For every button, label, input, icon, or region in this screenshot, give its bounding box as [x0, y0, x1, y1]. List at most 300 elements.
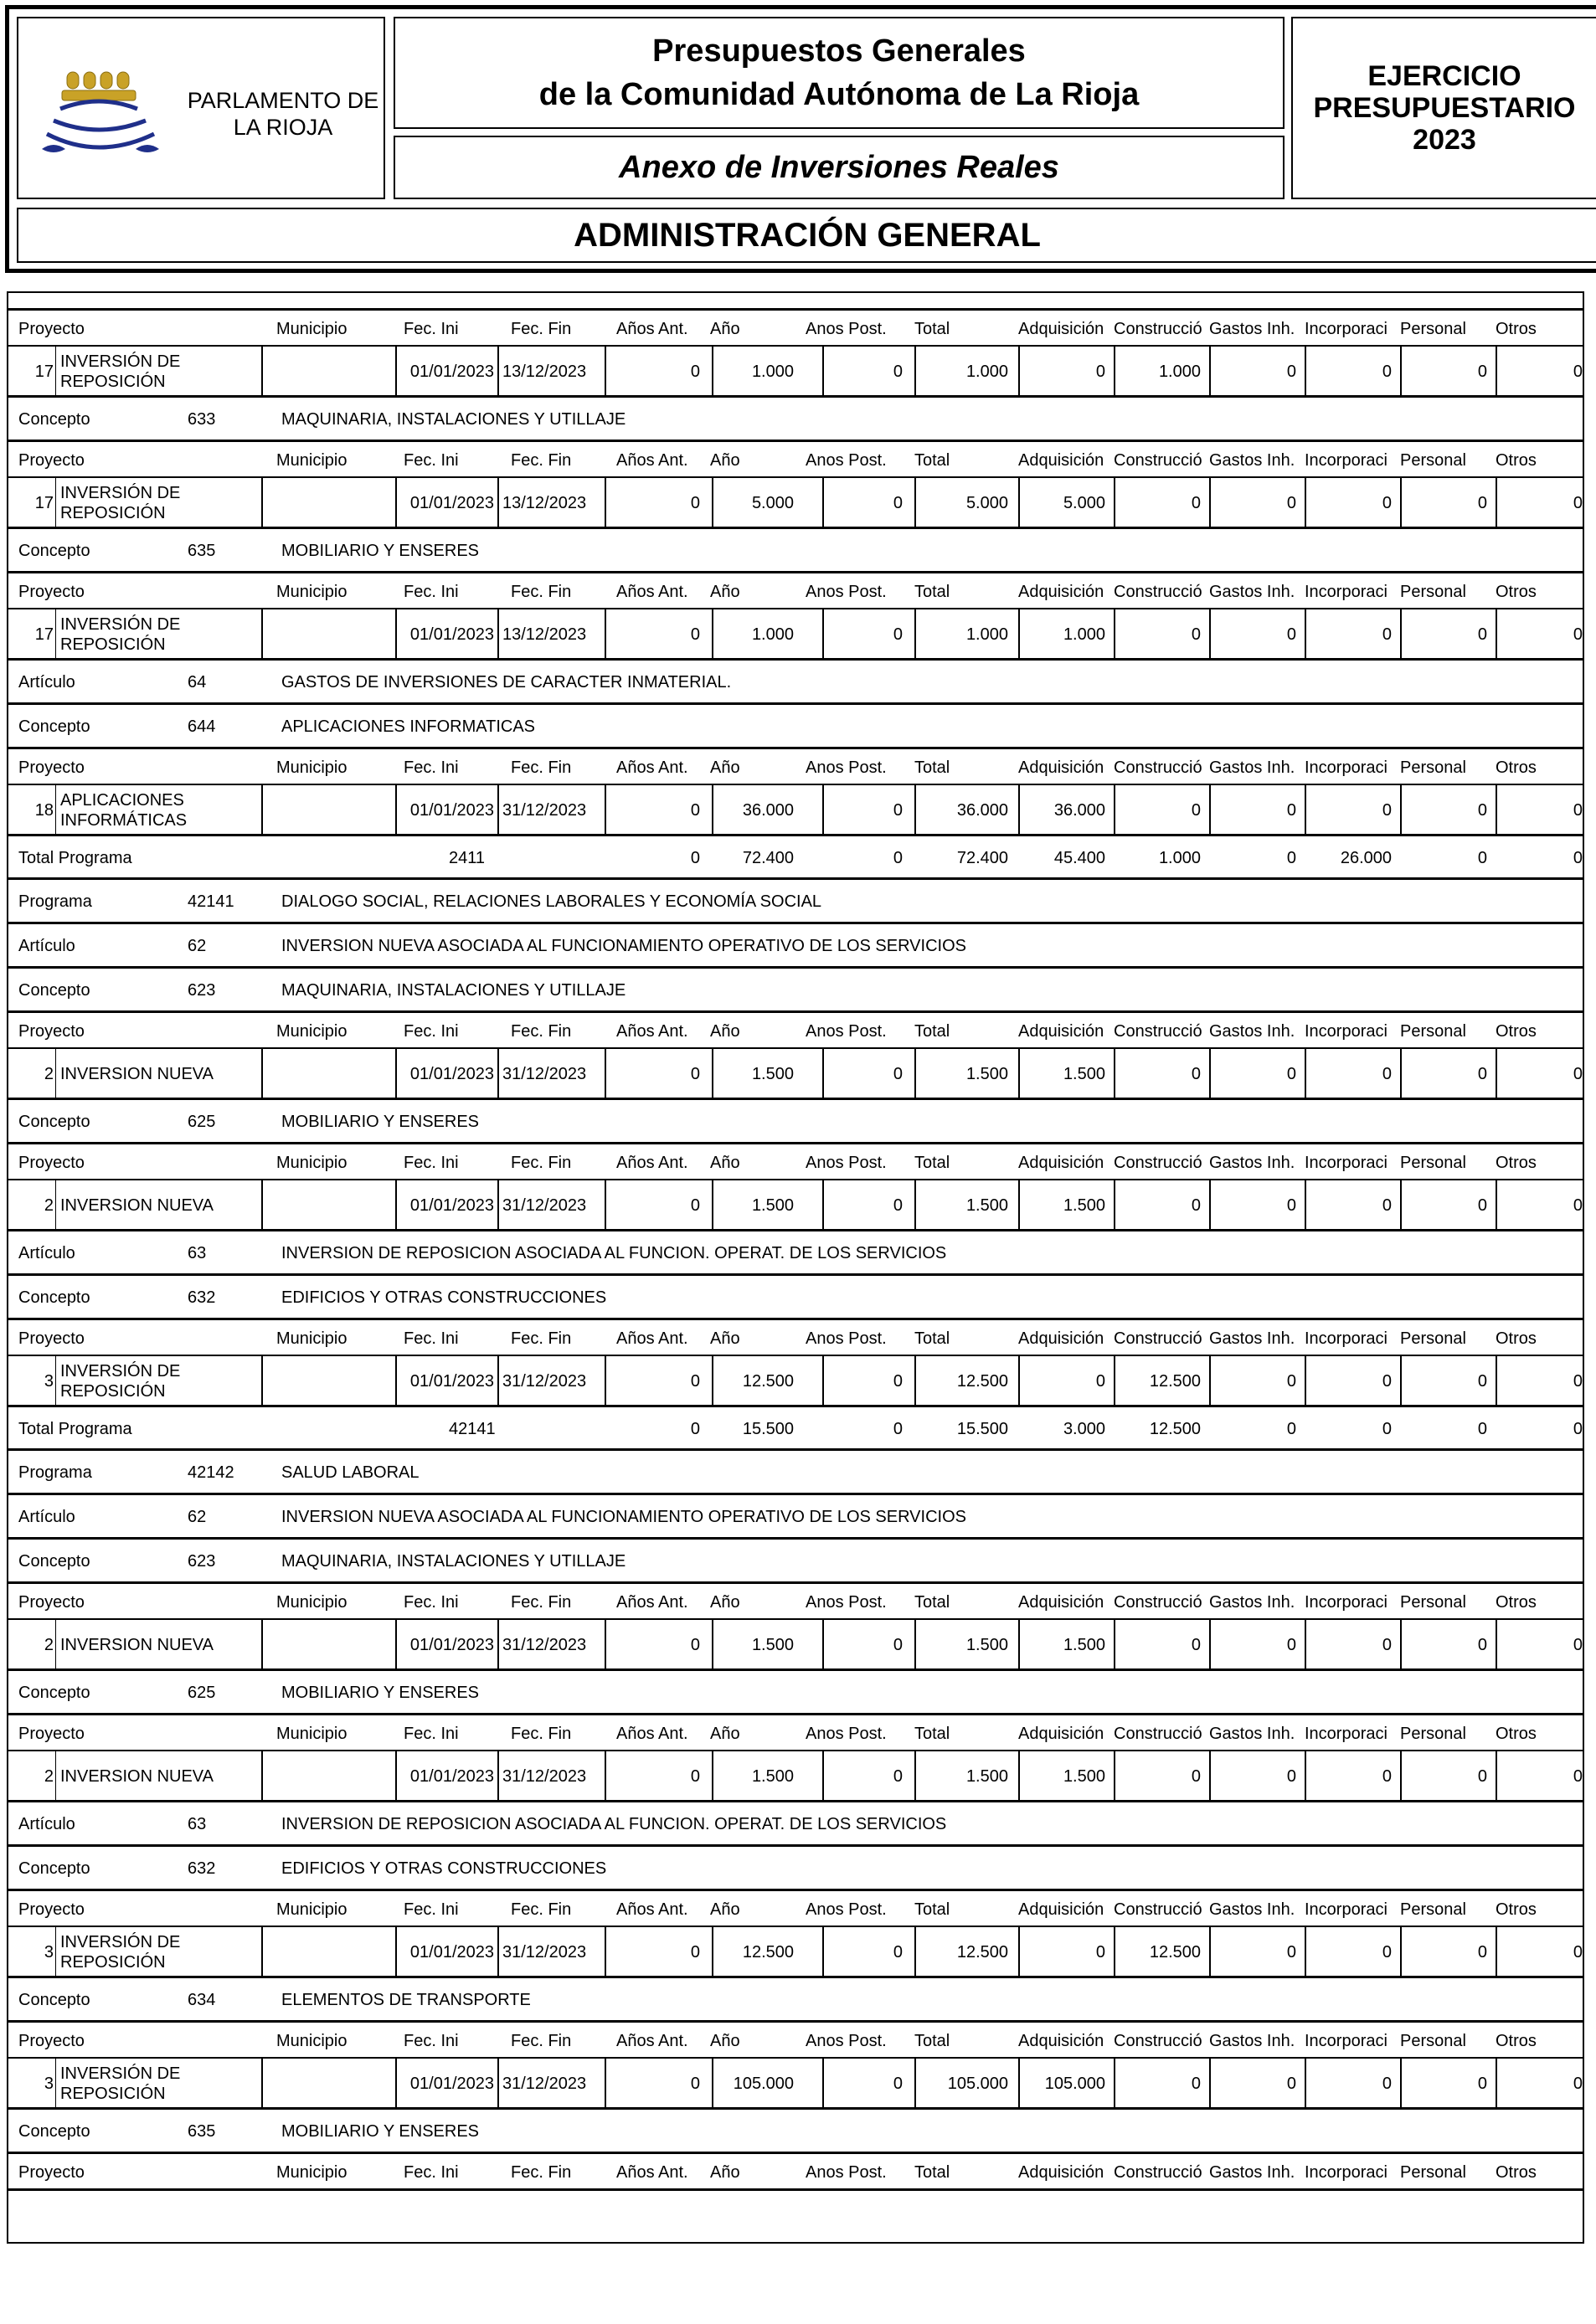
table-cell-border — [497, 785, 499, 836]
column-header: Anos Post. — [806, 758, 887, 777]
table-cell-border — [914, 1751, 916, 1802]
column-header: Construcció — [1114, 1022, 1202, 1041]
table-cell-border — [712, 1927, 713, 1977]
start-date: 01/01/2023 — [409, 625, 494, 644]
column-header: Otros — [1496, 1154, 1537, 1172]
column-header: Año — [710, 1329, 740, 1348]
section-type: Concepto — [18, 1991, 90, 2009]
column-header: Total — [914, 2163, 950, 2182]
column-header-row — [8, 2152, 1584, 2191]
column-header: Construcció — [1114, 1725, 1202, 1743]
project-value: 105.000 — [947, 2075, 1008, 2093]
column-header: Proyecto — [18, 2163, 85, 2182]
column-header: Fec. Fin — [511, 2163, 572, 2182]
column-header: Años Ant. — [616, 1593, 688, 1612]
project-number: 3 — [44, 1372, 54, 1391]
column-header: Construcció — [1114, 1593, 1202, 1612]
section-description: ELEMENTOS DE TRANSPORTE — [281, 1991, 531, 2009]
table-cell-border — [1305, 2059, 1306, 2109]
section-code: 63 — [188, 1815, 207, 1833]
table-cell-border — [55, 2059, 56, 2109]
project-value: 0 — [1382, 1767, 1392, 1786]
section-code: 632 — [188, 1859, 216, 1878]
table-cell-border — [55, 609, 56, 660]
total-value: 0 — [690, 1420, 700, 1438]
column-header: Anos Post. — [806, 2032, 887, 2050]
project-value: 0 — [1382, 2075, 1392, 2093]
end-date: 31/12/2023 — [502, 1943, 587, 1962]
column-header: Anos Post. — [806, 451, 887, 470]
column-header: Otros — [1496, 1593, 1537, 1612]
table-cell-border — [1209, 1927, 1211, 1977]
table-cell-border — [605, 1180, 606, 1231]
project-value: 1.500 — [751, 1636, 794, 1654]
table-cell-border — [497, 347, 499, 397]
column-header: Total — [914, 451, 950, 470]
column-header-row — [8, 440, 1584, 479]
table-cell-border — [1209, 478, 1211, 528]
section-row — [8, 1844, 1584, 1891]
project-value: 0 — [1382, 625, 1392, 644]
table-cell-border — [1209, 1620, 1211, 1670]
table-cell-border — [1400, 478, 1402, 528]
project-value: 0 — [1286, 362, 1296, 381]
table-cell-border — [1114, 1356, 1115, 1406]
total-label: Total Programa — [18, 849, 132, 867]
project-number: 2 — [44, 1196, 54, 1215]
column-header-row — [8, 571, 1584, 610]
table-cell-border — [1114, 785, 1115, 836]
table-cell-border — [712, 478, 713, 528]
title-line: Presupuestos Generales — [652, 33, 1026, 69]
section-code: 63 — [188, 1244, 207, 1262]
project-value: 0 — [1286, 1636, 1296, 1654]
column-header: Gastos Inh. — [1209, 1593, 1295, 1612]
section-code: 42141 — [188, 892, 234, 911]
project-value: 0 — [1191, 801, 1201, 820]
column-header: Anos Post. — [806, 583, 887, 601]
total-value: 0 — [1573, 1420, 1583, 1438]
table-cell-border — [822, 347, 824, 397]
column-header: Años Ant. — [616, 1329, 688, 1348]
start-date: 01/01/2023 — [409, 1636, 494, 1654]
column-header: Municipio — [276, 1022, 348, 1041]
column-header: Fec. Ini — [404, 1022, 459, 1041]
project-value: 0 — [1477, 494, 1487, 512]
column-header: Municipio — [276, 320, 348, 338]
column-header: Proyecto — [18, 1022, 85, 1041]
table-cell-border — [712, 785, 713, 836]
section-code: 634 — [188, 1991, 216, 2009]
table-cell-border — [1496, 478, 1497, 528]
column-header: Fec. Fin — [511, 1154, 572, 1172]
column-header: Años Ant. — [616, 1154, 688, 1172]
column-header: Proyecto — [18, 451, 85, 470]
table-cell-border — [55, 1620, 56, 1670]
section-description: EDIFICIOS Y OTRAS CONSTRUCCIONES — [281, 1859, 607, 1878]
section-description: INVERSION NUEVA ASOCIADA AL FUNCIONAMIENTO OPERATIVO DE LOS SERVICIOS — [281, 1508, 966, 1526]
column-header: Personal — [1400, 758, 1466, 777]
section-row — [8, 2107, 1584, 2154]
project-value: 0 — [1573, 1065, 1583, 1083]
column-header: Otros — [1496, 320, 1537, 338]
project-value: 0 — [893, 1065, 903, 1083]
table-cell-border — [1114, 2059, 1115, 2109]
project-number: 17 — [34, 494, 54, 512]
column-header: Año — [710, 1593, 740, 1612]
end-date: 31/12/2023 — [502, 1767, 587, 1786]
total-value: 0 — [1477, 849, 1487, 867]
total-value: 0 — [893, 849, 903, 867]
column-header: Gastos Inh. — [1209, 1022, 1295, 1041]
project-value: 0 — [1477, 1372, 1487, 1391]
project-value: 0 — [1477, 1065, 1487, 1083]
section-row — [8, 1229, 1584, 1276]
fiscal-year-line: 2023 — [1413, 124, 1476, 156]
project-value: 1.000 — [965, 362, 1008, 381]
column-header: Otros — [1496, 1900, 1537, 1919]
column-header: Anos Post. — [806, 1154, 887, 1172]
table-cell-border — [1305, 347, 1306, 397]
table-cell-border — [1496, 1049, 1497, 1099]
column-header: Año — [710, 1022, 740, 1041]
project-value: 0 — [1095, 362, 1105, 381]
end-date: 13/12/2023 — [502, 625, 587, 644]
project-name: INVERSIÓN DE REPOSICIÓN — [60, 484, 181, 522]
project-value: 0 — [893, 1767, 903, 1786]
section-code: 644 — [188, 717, 216, 736]
column-header: Municipio — [276, 758, 348, 777]
table-cell-border — [1209, 785, 1211, 836]
table-cell-border — [914, 1180, 916, 1231]
table-cell-border — [1400, 1927, 1402, 1977]
column-header: Fec. Fin — [511, 320, 572, 338]
start-date: 01/01/2023 — [409, 1943, 494, 1962]
total-value: 0 — [1477, 1420, 1487, 1438]
table-cell-border — [605, 609, 606, 660]
table-cell-border — [1305, 1751, 1306, 1802]
project-value: 0 — [893, 494, 903, 512]
project-value: 0 — [893, 2075, 903, 2093]
table-cell-border — [712, 1751, 713, 1802]
section-row — [8, 702, 1584, 749]
end-date: 31/12/2023 — [502, 1065, 587, 1083]
table-cell-border — [1209, 1180, 1211, 1231]
table-cell-border — [1305, 1180, 1306, 1231]
start-date: 01/01/2023 — [409, 1196, 494, 1215]
column-header: Otros — [1496, 1329, 1537, 1348]
table-cell-border — [1400, 1620, 1402, 1670]
total-value: 0 — [690, 849, 700, 867]
column-header: Adquisición — [1018, 1900, 1104, 1919]
start-date: 01/01/2023 — [409, 1065, 494, 1083]
project-value: 0 — [690, 1372, 700, 1391]
project-value: 0 — [1286, 1196, 1296, 1215]
project-value: 0 — [690, 1767, 700, 1786]
project-value: 0 — [690, 1065, 700, 1083]
project-value: 12.500 — [956, 1372, 1008, 1391]
section-code: 633 — [188, 410, 216, 429]
start-date: 01/01/2023 — [409, 1767, 494, 1786]
column-header: Fec. Ini — [404, 451, 459, 470]
total-value: 26.000 — [1340, 849, 1392, 867]
table-cell-border — [497, 478, 499, 528]
column-header: Anos Post. — [806, 1900, 887, 1919]
project-value: 0 — [1191, 2075, 1201, 2093]
column-header: Año — [710, 451, 740, 470]
project-value: 0 — [1191, 1767, 1201, 1786]
column-header: Fec. Fin — [511, 1022, 572, 1041]
column-header: Incorporaci — [1305, 583, 1387, 601]
column-header: Años Ant. — [616, 2163, 688, 2182]
section-code: 64 — [188, 673, 207, 692]
column-header: Gastos Inh. — [1209, 583, 1295, 601]
column-header: Fec. Fin — [511, 1725, 572, 1743]
project-value: 105.000 — [733, 2075, 794, 2093]
table-cell-border — [1018, 478, 1020, 528]
table-cell-border — [497, 1356, 499, 1406]
table-cell-border — [712, 347, 713, 397]
project-value: 1.000 — [965, 625, 1008, 644]
title-line: de la Comunidad Autónoma de La Rioja — [538, 77, 1140, 112]
project-row — [8, 2057, 1584, 2109]
column-header: Construcció — [1114, 1900, 1202, 1919]
column-header-row — [8, 1713, 1584, 1752]
total-value: 0 — [1286, 1420, 1296, 1438]
column-header: Total — [914, 1329, 950, 1348]
project-value: 0 — [1286, 1767, 1296, 1786]
section-type: Artículo — [18, 1815, 75, 1833]
total-row — [8, 834, 1584, 880]
section-type: Concepto — [18, 1288, 90, 1307]
column-header: Otros — [1496, 758, 1537, 777]
table-cell-border — [55, 1049, 56, 1099]
section-row — [8, 1493, 1584, 1540]
column-header: Incorporaci — [1305, 2032, 1387, 2050]
table-cell-border — [55, 1356, 56, 1406]
project-value: 0 — [1477, 1943, 1487, 1962]
table-cell-border — [1496, 347, 1497, 397]
end-date: 13/12/2023 — [502, 362, 587, 381]
table-cell-border — [1018, 1180, 1020, 1231]
column-header: Otros — [1496, 451, 1537, 470]
project-value: 0 — [1382, 1065, 1392, 1083]
fiscal-year-box — [1291, 17, 1596, 199]
column-header: Adquisición — [1018, 758, 1104, 777]
project-value: 0 — [690, 1196, 700, 1215]
column-header: Total — [914, 1593, 950, 1612]
project-value: 0 — [1477, 2075, 1487, 2093]
table-cell-border — [261, 478, 263, 528]
section-type: Programa — [18, 892, 92, 911]
column-header: Otros — [1496, 2163, 1537, 2182]
table-cell-border — [712, 1356, 713, 1406]
project-value: 36.000 — [956, 801, 1008, 820]
project-value: 0 — [1573, 1767, 1583, 1786]
project-value: 0 — [1095, 1943, 1105, 1962]
table-cell-border — [497, 2059, 499, 2109]
table-cell-border — [914, 1356, 916, 1406]
project-value: 36.000 — [1053, 801, 1105, 820]
project-value: 105.000 — [1044, 2075, 1105, 2093]
table-cell-border — [822, 478, 824, 528]
project-value: 12.500 — [742, 1943, 794, 1962]
table-cell-border — [1114, 1180, 1115, 1231]
project-name: INVERSIÓN DE REPOSICIÓN — [60, 2064, 181, 2103]
column-header: Año — [710, 1725, 740, 1743]
project-row — [8, 1750, 1584, 1802]
column-header: Total — [914, 583, 950, 601]
project-number: 2 — [44, 1767, 54, 1786]
project-value: 0 — [1573, 1943, 1583, 1962]
table-cell-border — [605, 1620, 606, 1670]
column-header: Municipio — [276, 2163, 348, 2182]
table-cell-border — [1305, 1049, 1306, 1099]
table-cell-border — [1114, 478, 1115, 528]
project-number: 2 — [44, 1065, 54, 1083]
project-value: 0 — [893, 1943, 903, 1962]
project-value: 5.000 — [965, 494, 1008, 512]
table-cell-border — [605, 1049, 606, 1099]
logo-text — [183, 87, 384, 141]
column-header: Fec. Fin — [511, 1329, 572, 1348]
project-name: INVERSIÓN DE REPOSICIÓN — [60, 1933, 181, 1972]
section-type: Concepto — [18, 2122, 90, 2141]
project-name: INVERSION NUEVA — [60, 1065, 214, 1083]
column-header: Personal — [1400, 1154, 1466, 1172]
column-header: Incorporaci — [1305, 1900, 1387, 1919]
project-value: 1.500 — [1063, 1196, 1105, 1215]
section-row — [8, 1976, 1584, 2023]
project-value: 0 — [1095, 1372, 1105, 1391]
column-header: Años Ant. — [616, 1725, 688, 1743]
table-cell-border — [261, 785, 263, 836]
table-cell-border — [605, 478, 606, 528]
column-header: Año — [710, 320, 740, 338]
column-header: Fec. Ini — [404, 1900, 459, 1919]
column-header: Incorporaci — [1305, 1725, 1387, 1743]
column-header: Municipio — [276, 1154, 348, 1172]
column-header: Fec. Ini — [404, 1154, 459, 1172]
project-name: INVERSION NUEVA — [60, 1196, 214, 1215]
end-date: 31/12/2023 — [502, 801, 587, 820]
table-cell-border — [261, 1927, 263, 1977]
column-header: Gastos Inh. — [1209, 2163, 1295, 2182]
section-row — [8, 395, 1584, 442]
table-cell-border — [1496, 2059, 1497, 2109]
project-value: 0 — [893, 1636, 903, 1654]
table-cell-border — [822, 609, 824, 660]
section-code: 623 — [188, 981, 216, 1000]
project-value: 0 — [1382, 494, 1392, 512]
project-name: INVERSION NUEVA — [60, 1767, 214, 1786]
section-row — [8, 1448, 1584, 1495]
table-cell-border — [261, 1751, 263, 1802]
column-header: Años Ant. — [616, 758, 688, 777]
project-value: 0 — [690, 494, 700, 512]
project-value: 0 — [1286, 625, 1296, 644]
section-row — [8, 658, 1584, 705]
table-cell-border — [712, 1049, 713, 1099]
total-value: 0 — [1573, 849, 1583, 867]
project-value: 0 — [1573, 801, 1583, 820]
section-description: DIALOGO SOCIAL, RELACIONES LABORALES Y ECONOMÍA SOCIAL — [281, 892, 822, 911]
table-cell-border — [1114, 609, 1115, 660]
table-cell-border — [497, 1180, 499, 1231]
project-value: 0 — [1382, 1636, 1392, 1654]
column-header: Construcció — [1114, 2163, 1202, 2182]
project-value: 1.500 — [965, 1636, 1008, 1654]
column-header-row — [8, 1142, 1584, 1181]
project-value: 0 — [1477, 625, 1487, 644]
table-cell-border — [261, 609, 263, 660]
project-value: 0 — [893, 625, 903, 644]
column-header: Municipio — [276, 1593, 348, 1612]
total-value: 72.400 — [956, 849, 1008, 867]
project-name: APLICACIONES INFORMÁTICAS — [60, 791, 188, 830]
section-description: INVERSION DE REPOSICION ASOCIADA AL FUNCION. OPERAT. DE LOS SERVICIOS — [281, 1815, 947, 1833]
column-header: Incorporaci — [1305, 2163, 1387, 2182]
column-header: Fec. Ini — [404, 583, 459, 601]
end-date: 31/12/2023 — [502, 2075, 587, 2093]
section-row — [8, 966, 1584, 1013]
project-value: 0 — [690, 625, 700, 644]
table-cell-border — [822, 1049, 824, 1099]
column-header: Fec. Fin — [511, 2032, 572, 2050]
table-bottom-border — [8, 2188, 1584, 2191]
section-row — [8, 877, 1584, 924]
column-header: Personal — [1400, 1329, 1466, 1348]
section-type: Concepto — [18, 1113, 90, 1131]
section-code: 42142 — [188, 1463, 234, 1482]
project-value: 1.000 — [1158, 362, 1201, 381]
project-value: 1.500 — [965, 1196, 1008, 1215]
project-row — [8, 345, 1584, 397]
project-value: 1.000 — [751, 362, 794, 381]
column-header: Proyecto — [18, 583, 85, 601]
column-header: Adquisición — [1018, 451, 1104, 470]
project-value: 1.500 — [965, 1065, 1008, 1083]
section-type: Artículo — [18, 937, 75, 955]
project-value: 0 — [690, 2075, 700, 2093]
column-header-row — [8, 1010, 1584, 1050]
project-name: INVERSIÓN DE REPOSICIÓN — [60, 615, 181, 654]
column-header: Construcció — [1114, 451, 1202, 470]
start-date: 01/01/2023 — [409, 2075, 494, 2093]
total-value: 12.500 — [1149, 1420, 1201, 1438]
section-description: GASTOS DE INVERSIONES DE CARACTER INMATERIAL. — [281, 673, 732, 692]
column-header: Años Ant. — [616, 583, 688, 601]
column-header: Adquisición — [1018, 1725, 1104, 1743]
table-cell-border — [914, 347, 916, 397]
table-cell-border — [822, 785, 824, 836]
section-title: ADMINISTRACIÓN GENERAL — [17, 208, 1596, 263]
project-value: 0 — [1573, 625, 1583, 644]
table-cell-border — [1496, 1927, 1497, 1977]
table-cell-border — [1305, 785, 1306, 836]
section-type: Concepto — [18, 542, 90, 560]
project-value: 0 — [690, 362, 700, 381]
project-value: 0 — [893, 1372, 903, 1391]
column-header: Anos Post. — [806, 320, 887, 338]
section-type: Artículo — [18, 1508, 75, 1526]
column-header: Años Ant. — [616, 320, 688, 338]
project-value: 0 — [1477, 801, 1487, 820]
table-cell-border — [261, 1180, 263, 1231]
project-name: INVERSIÓN DE REPOSICIÓN — [60, 352, 181, 391]
table-cell-border — [605, 1751, 606, 1802]
total-value: 3.000 — [1063, 1420, 1105, 1438]
